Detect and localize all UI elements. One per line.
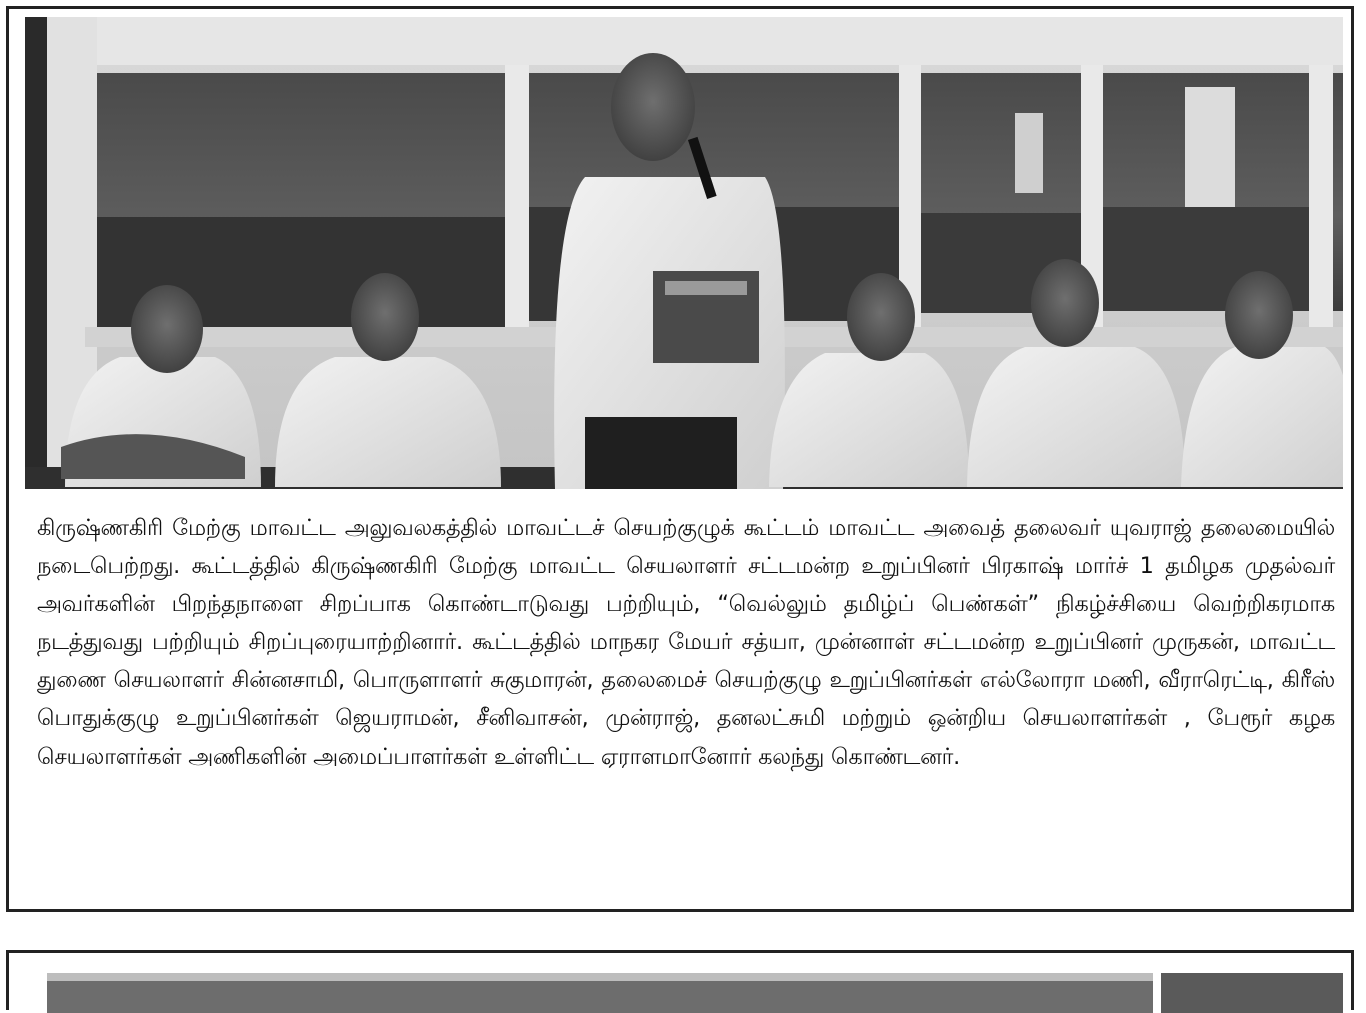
- article-photo: [25, 17, 1343, 489]
- news-article: [6, 6, 1354, 912]
- next-article: [6, 950, 1354, 1010]
- meeting-photo-illustration: [25, 17, 1343, 489]
- article-caption: கிருஷ்ணகிரி மேற்கு மாவட்ட அலுவலகத்தில் மாவட்டச் செயற்குழுக் கூட்டம் மாவட்ட அவைத் தலைவர் யுவராஜ் தலைமையில் நடைபெற்றது. கூட்டத்தில் கிருஷ்ணகிரி மேற்கு மாவட்ட செயலாளர் சட்டமன்ற உறுப்பினர் பிரகாஷ் மார்ச் 1 தமிழக முதல்வர் அவர்களின் பிறந்தநாளை சிறப்பாக கொண்டாடுவது பற்றியும், “வெல்லும் தமிழ்ப் பெண்கள்” நிகழ்ச்சியை வெற்றிகரமாக நடத்துவது பற்றியும் சிறப்புரையாற்றினார். கூட்டத்தில் மாநகர மேயர் சத்யா, முன்னாள் சட்டமன்ற உறுப்பினர் முருகன், மாவட்ட துணை செயலாளர் சின்னசாமி, பொருளாளர் சுகுமாரன், தலைமைச் செயற்குழு உறுப்பினர்கள் எல்லோரா மணி, வீராரெட்டி, கிரீஸ் பொதுக்குழு உறுப்பினர்கள் ஜெயராமன், சீனிவாசன், முன்ராஜ், தனலட்சுமி மற்றும் ஒன்றிய செயலாளர்கள் , பேரூர் கழக செயலாளர்கள் அணிகளின் அமைப்பாளர்கள் உள்ளிட்ட ஏராளமானோர் கலந்து கொண்டனர்.: [37, 515, 1335, 770]
- photo-banner-strip: [47, 973, 1153, 981]
- next-article-photo: [47, 973, 1153, 1013]
- next-article-photo-side: [1161, 973, 1343, 1013]
